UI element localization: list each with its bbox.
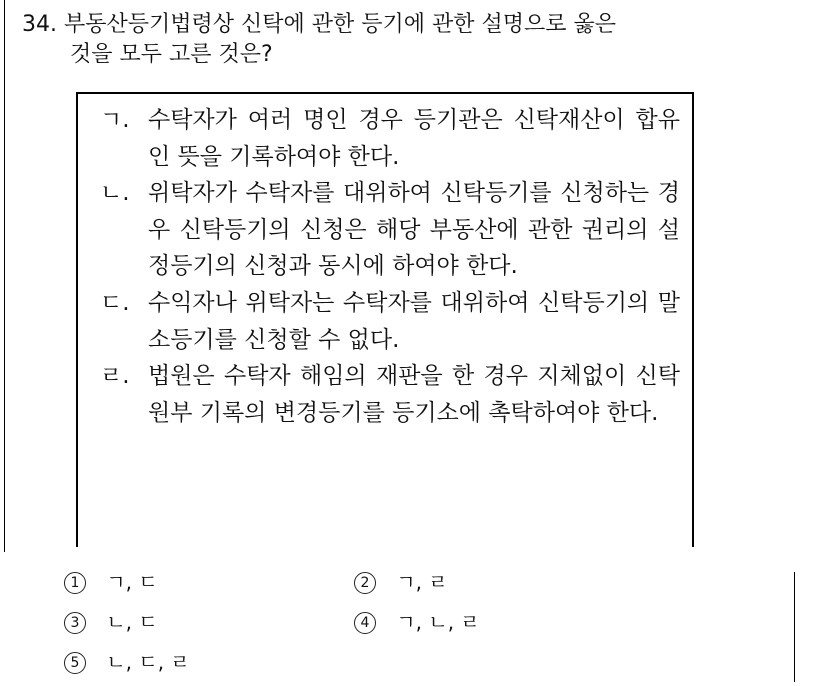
statement-mark: ㄱ. [100, 107, 130, 133]
left-margin-rule [4, 0, 5, 552]
choice-4[interactable] [354, 606, 480, 635]
statement-item-giyeok [100, 102, 680, 175]
statement-item-rieul [100, 358, 680, 431]
statement-item-nieun [100, 175, 680, 285]
choice-5[interactable] [64, 646, 190, 675]
statement-list [100, 102, 680, 431]
right-margin-rule [794, 572, 795, 682]
choice-row [64, 606, 764, 646]
choice-text: ㄴ, ㄷ, ㄹ [106, 650, 190, 674]
choice-number-circle: 3 [64, 612, 86, 634]
choice-text: ㄱ, ㄴ, ㄹ [396, 610, 480, 634]
question-line-2: 것을 모두 고른 것은? [70, 42, 273, 67]
statement-mark: ㄹ. [100, 363, 130, 390]
question-line-1: 34. 부동산등기법령상 신탁에 관한 등기에 관한 설명으로 옳은 [22, 12, 616, 37]
choice-number-circle: 4 [354, 612, 376, 634]
choice-1[interactable] [64, 566, 158, 595]
statement-mark: ㄴ. [100, 180, 130, 207]
choice-number-circle: 1 [64, 572, 86, 594]
statement-item-digeut [100, 285, 680, 358]
choice-row [64, 566, 764, 606]
choice-3[interactable] [64, 606, 158, 635]
answer-choices [64, 566, 764, 686]
choice-row [64, 646, 764, 686]
statement-text: 위탁자가 수탁자를 대위하여 신탁등기를 신청하는 경우 신탁등기의 신청은 해당 부동산에 관한 권리의 설정등기의 신청과 동시에 하여야 한다. [148, 180, 680, 280]
choice-2[interactable] [354, 566, 448, 595]
question-stem [22, 10, 762, 70]
statement-text: 수익자나 위탁자는 수탁자를 대위하여 신탁등기의 말소등기를 신청할 수 없다. [148, 289, 680, 353]
choice-number-circle: 5 [64, 652, 86, 674]
statement-text: 수탁자가 여러 명인 경우 등기관은 신탁재산이 합유인 뜻을 기록하여야 한다. [148, 107, 680, 170]
statement-mark: ㄷ. [100, 289, 130, 316]
choice-text: ㄱ, ㄹ [396, 570, 448, 594]
choice-number-circle: 2 [354, 572, 376, 594]
choice-text: ㄱ, ㄷ [106, 570, 158, 594]
statement-text: 법원은 수탁자 해임의 재판을 한 경우 지체없이 신탁원부 기록의 변경등기를 등기소에 촉탁하여야 한다. [148, 363, 680, 426]
choice-text: ㄴ, ㄷ [106, 610, 158, 634]
